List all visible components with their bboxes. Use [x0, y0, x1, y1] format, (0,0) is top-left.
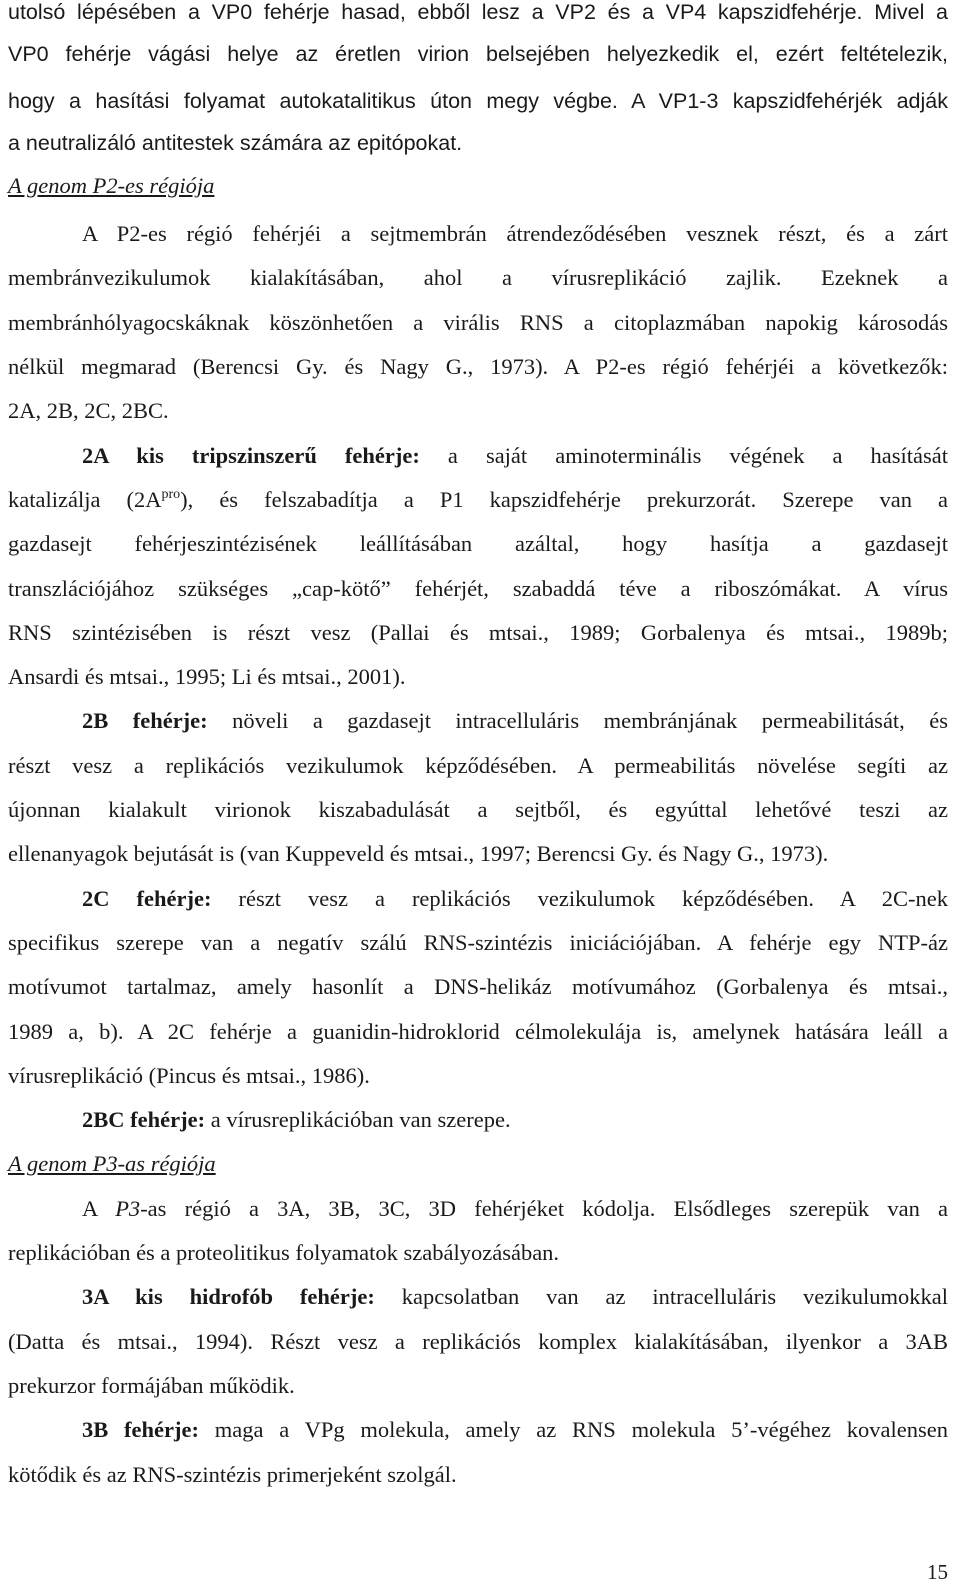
protein-2a-term: 2A kis tripszinszerű fehérje:	[82, 443, 420, 468]
protein-3b-term: 3B fehérje:	[82, 1417, 199, 1442]
protein-3a-line-2: (Datta és mtsai., 1994). Részt vesz a replikációs komplex kialakításában, ilyenkor a 3AB	[8, 1329, 948, 1354]
protein-2a-line-6: Ansardi és mtsai., 1995; Li és mtsai., 2001).	[8, 664, 406, 689]
protein-3b-line-2: kötődik és az RNS-szintézis primerjeként szolgál.	[8, 1462, 457, 1487]
p2-para-line-2: membránvezikulumok kialakításában, ahol a vírusreplikáció zajlik. Ezeknek a	[8, 265, 948, 290]
protein-2c-line-2: specifikus szerepe van a negatív szálú RNS-szintézis iniciációjában. A fehérje egy NTP-áz	[8, 930, 948, 955]
protein-2b-line-3: újonnan kialakult virionok kiszabadulását a sejtből, és egyúttal lehetővé teszi az	[8, 797, 948, 822]
protein-2bc-line-1: 2BC fehérje: a vírusreplikációban van szerepe.	[82, 1107, 511, 1132]
p3-para-line-1: A P3-as régió a 3A, 3B, 3C, 3D fehérjéket kódolja. Elsődleges szerepük van a	[82, 1196, 948, 1221]
protein-2c-line-3: motívumot tartalmaz, amely hasonlít a DNS-helikáz motívumához (Gorbalenya és mtsai.,	[8, 974, 948, 999]
section-heading-p3: A genom P3-as régiója	[8, 1151, 216, 1176]
protein-2b-line-4: ellenanyagok bejutását is (van Kuppeveld és mtsai., 1997; Berencsi Gy. és Nagy G., 1973).	[8, 841, 829, 866]
protein-2a-line-5: RNS szintézisében is részt vesz (Pallai és mtsai., 1989; Gorbalenya és mtsai., 1989b;	[8, 620, 948, 645]
protein-2b-line-2: részt vesz a replikációs vezikulumok képződésében. A permeabilitás növelése segíti az	[8, 753, 948, 778]
protein-2c-line-4: 1989 a, b). A 2C fehérje a guanidin-hidroklorid célmolekulája is, amelynek hatására leáll a	[8, 1019, 948, 1044]
protein-3b-line-1: 3B fehérje: maga a VPg molekula, amely az RNS molekula 5’-végéhez kovalensen	[82, 1417, 949, 1442]
p2-para-line-3: membránhólyagocskáknak köszönhetően a virális RNS a citoplazmában napokig károsodás	[8, 310, 948, 335]
superscript-pro: pro	[161, 487, 181, 502]
protein-2c-line-1: 2C fehérje: részt vesz a replikációs vezikulumok képződésében. A 2C-nek	[82, 886, 948, 911]
protein-2c-line-5: vírusreplikáció (Pincus és mtsai., 1986).	[8, 1063, 370, 1088]
protein-2bc-term: 2BC fehérje:	[82, 1107, 206, 1132]
protein-2a-line-1: 2A kis tripszinszerű fehérje: a saját aminoterminális végének a hasítását	[82, 443, 949, 468]
protein-2c-term: 2C fehérje:	[82, 886, 212, 911]
intro-line-3: hogy a hasítási folyamat autokatalitikus úton megy végbe. A VP1-3 kapszidfehérjék adják	[8, 89, 948, 113]
protein-2b-term: 2B fehérje:	[82, 708, 208, 733]
p3-para-line-2: replikációban és a proteolitikus folyamatok szabályozásában.	[8, 1240, 560, 1265]
p2-para-line-5: 2A, 2B, 2C, 2BC.	[8, 398, 169, 423]
intro-line-4: a neutralizáló antitestek számára az epitópokat.	[8, 131, 463, 155]
p2-para-line-4: nélkül megmarad (Berencsi Gy. és Nagy G., 1973). A P2-es régió fehérjéi a következők:	[8, 354, 948, 379]
protein-3a-line-3: prekurzor formájában működik.	[8, 1373, 295, 1398]
protein-2a-line-4: transzlációjához szükséges „cap-kötő” fehérjét, szabaddá téve a riboszómákat. A vírus	[8, 576, 948, 601]
protein-2a-line-2: katalizálja $(2A^{pro})$, és felszabadítja a P1 kapszidfehérje prekurzorát. Szerepe van a	[8, 487, 948, 512]
protein-3a-line-1: 3A kis hidrofób fehérje: kapcsolatban van az intracelluláris vezikulumokkal	[82, 1284, 948, 1309]
intro-line-1: utolsó lépésében a VP0 fehérje hasad, ebből lesz a VP2 és a VP4 kapszidfehérje. Mivel a	[8, 0, 948, 24]
protein-3a-term: 3A kis hidrofób fehérje:	[82, 1284, 375, 1309]
intro-line-2: VP0 fehérje vágási helye az éretlen virion belsejében helyezkedik el, ezért feltételezik,	[8, 42, 948, 66]
page-number: 15	[927, 1560, 948, 1584]
p2-para-line-1: A P2-es régió fehérjéi a sejtmembrán átrendeződésében vesznek részt, és a zárt	[82, 221, 948, 246]
protein-2b-line-1: 2B fehérje: növeli a gazdasejt intracelluláris membránjának permeabilitását, és	[82, 708, 949, 733]
section-heading-p2: A genom P2-es régiója	[8, 173, 215, 198]
protein-2a-line-3: gazdasejt fehérjeszintézisének leállításában azáltal, hogy hasítja a gazdasejt	[8, 531, 948, 556]
